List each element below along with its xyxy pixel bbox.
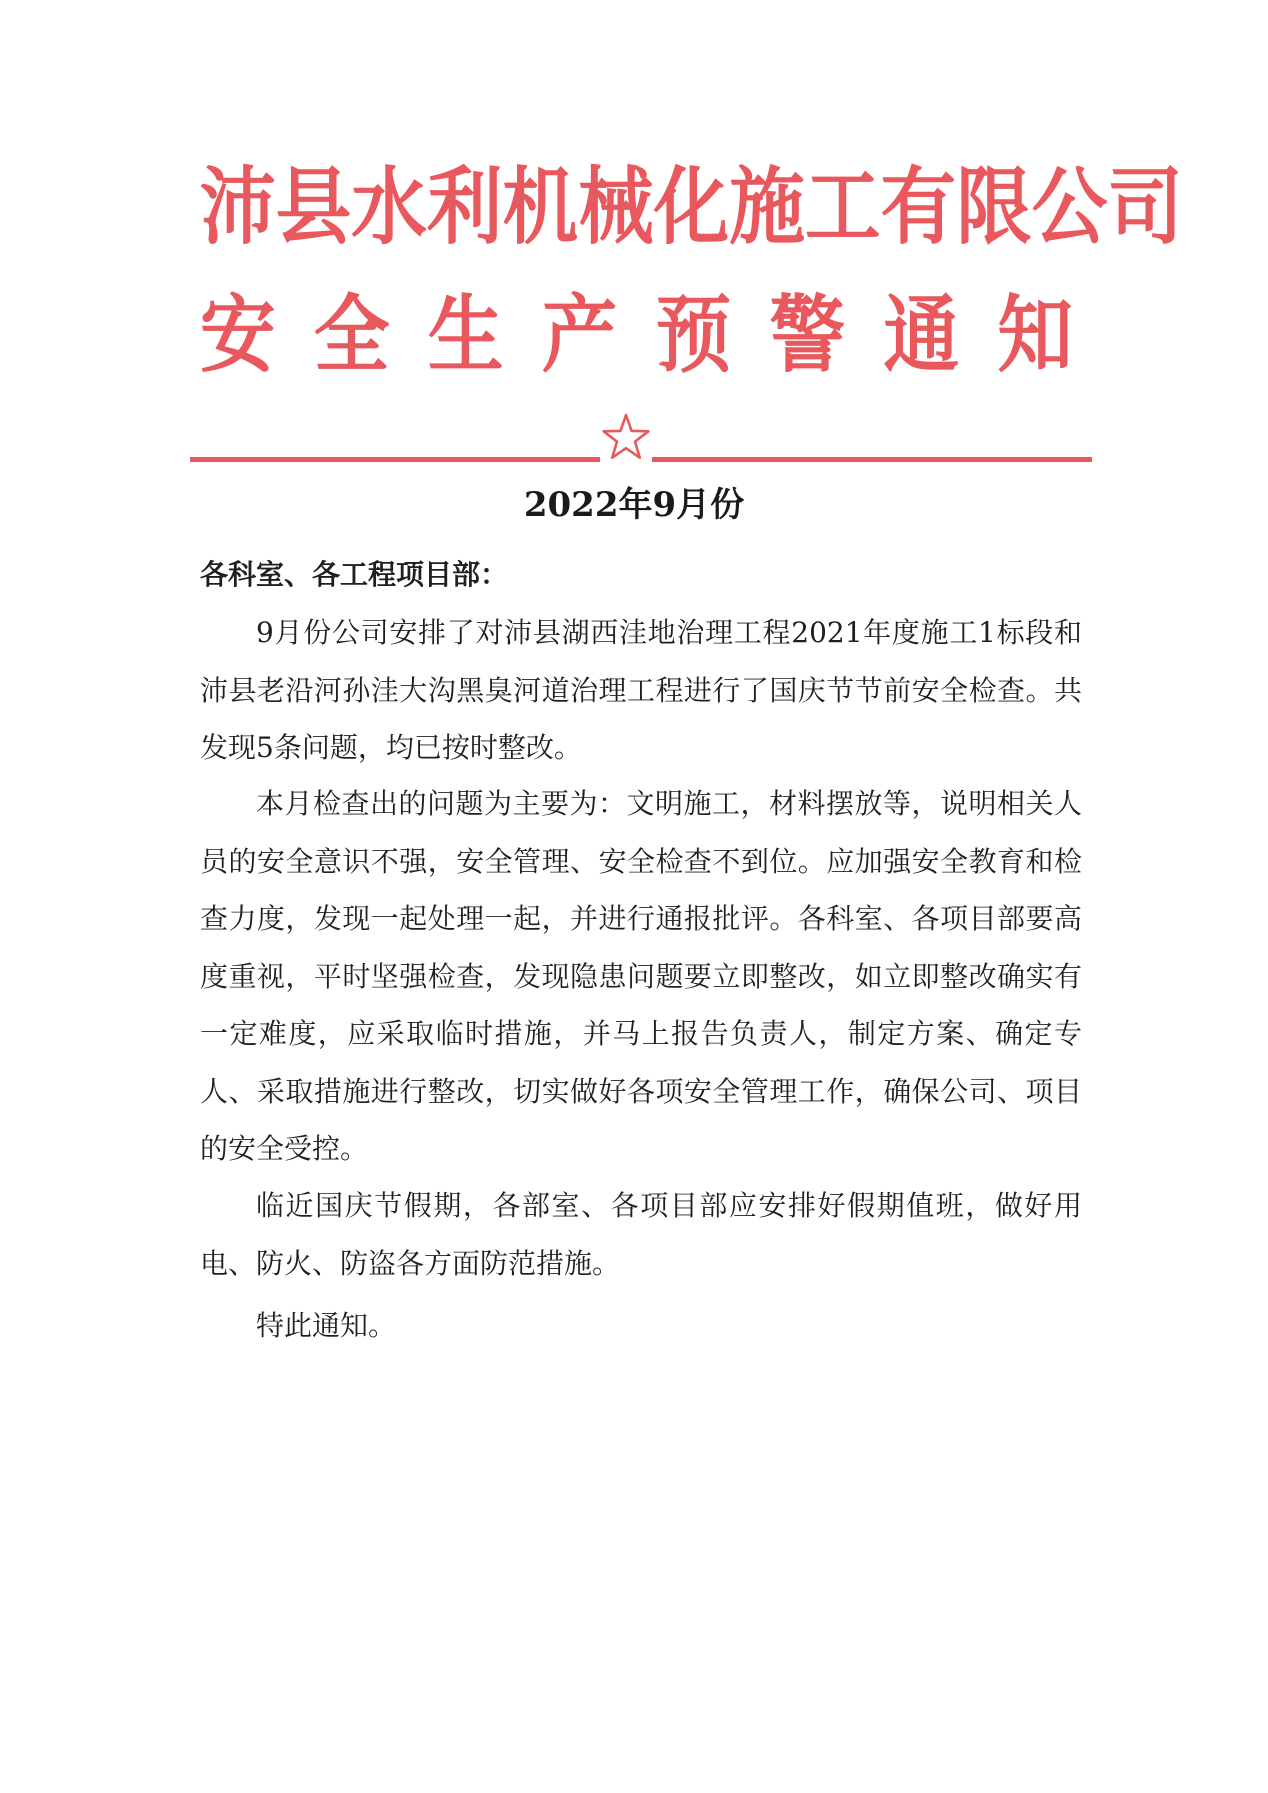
letterhead-char: 预 bbox=[655, 286, 732, 384]
star-outline-icon bbox=[601, 412, 651, 462]
letterhead-char: 警 bbox=[769, 286, 846, 384]
letterhead-char: 工 bbox=[804, 158, 881, 256]
letterhead-char: 产 bbox=[541, 286, 618, 384]
letterhead-char: 司 bbox=[1107, 158, 1183, 256]
letterhead-company-name bbox=[200, 157, 1183, 257]
closing-line: 特此通知。 bbox=[256, 1309, 397, 1342]
letterhead-char: 有 bbox=[880, 158, 957, 256]
body-paragraph: 本月检查出的问题为主要为：文明施工，材料摆放等，说明相关人员的安全意识不强，安全管理、安全检查不到位。应加强安全教育和检查力度，发现一起处理一起，并进行通报批评。各科室、各项目部要高度重视，平时坚强检查，发现隐患问题要立即整改，如立即整改确实有一定难度，应采取临时措施，并马上报告负责人，制定方案、确定专人、采取措施进行整改，切实做好各项安全管理工作，确保公司、项目的安全受控。 bbox=[200, 787, 1082, 1165]
letterhead-char: 生 bbox=[427, 286, 504, 384]
letterhead-char: 施 bbox=[729, 158, 805, 256]
letterhead-char: 知 bbox=[997, 286, 1073, 384]
letterhead-char: 通 bbox=[883, 286, 960, 384]
letterhead-char: 公 bbox=[1031, 158, 1108, 256]
letterhead-char: 沛 bbox=[200, 158, 276, 256]
divider-line-right bbox=[652, 457, 1092, 462]
letterhead-char: 限 bbox=[956, 158, 1032, 256]
divider-line-left bbox=[190, 457, 600, 462]
letterhead-notice-title bbox=[200, 285, 1073, 385]
notice-date: 2022年9月份 bbox=[523, 485, 745, 525]
letterhead-char: 化 bbox=[653, 158, 730, 256]
letterhead-char: 全 bbox=[313, 286, 390, 384]
body-paragraph: 临近国庆节假期，各部室、各项目部应安排好假期值班，做好用电、防火、防盗各方面防范措施。 bbox=[200, 1189, 1082, 1280]
salutation: 各科室、各工程项目部： bbox=[200, 558, 509, 591]
body-paragraph: 9月份公司安排了对沛县湖西洼地治理工程2021年度施工1标段和沛县老沿河孙洼大沟黑臭河道治理工程进行了国庆节节前安全检查。共发现5条问题，均已按时整改。 bbox=[200, 616, 1082, 764]
letterhead-char: 安 bbox=[200, 286, 276, 384]
letterhead-char: 机 bbox=[502, 158, 579, 256]
letterhead-char: 械 bbox=[578, 158, 654, 256]
letterhead-char: 水 bbox=[351, 158, 427, 256]
letterhead-char: 利 bbox=[426, 158, 503, 256]
letterhead-char: 县 bbox=[275, 158, 352, 256]
